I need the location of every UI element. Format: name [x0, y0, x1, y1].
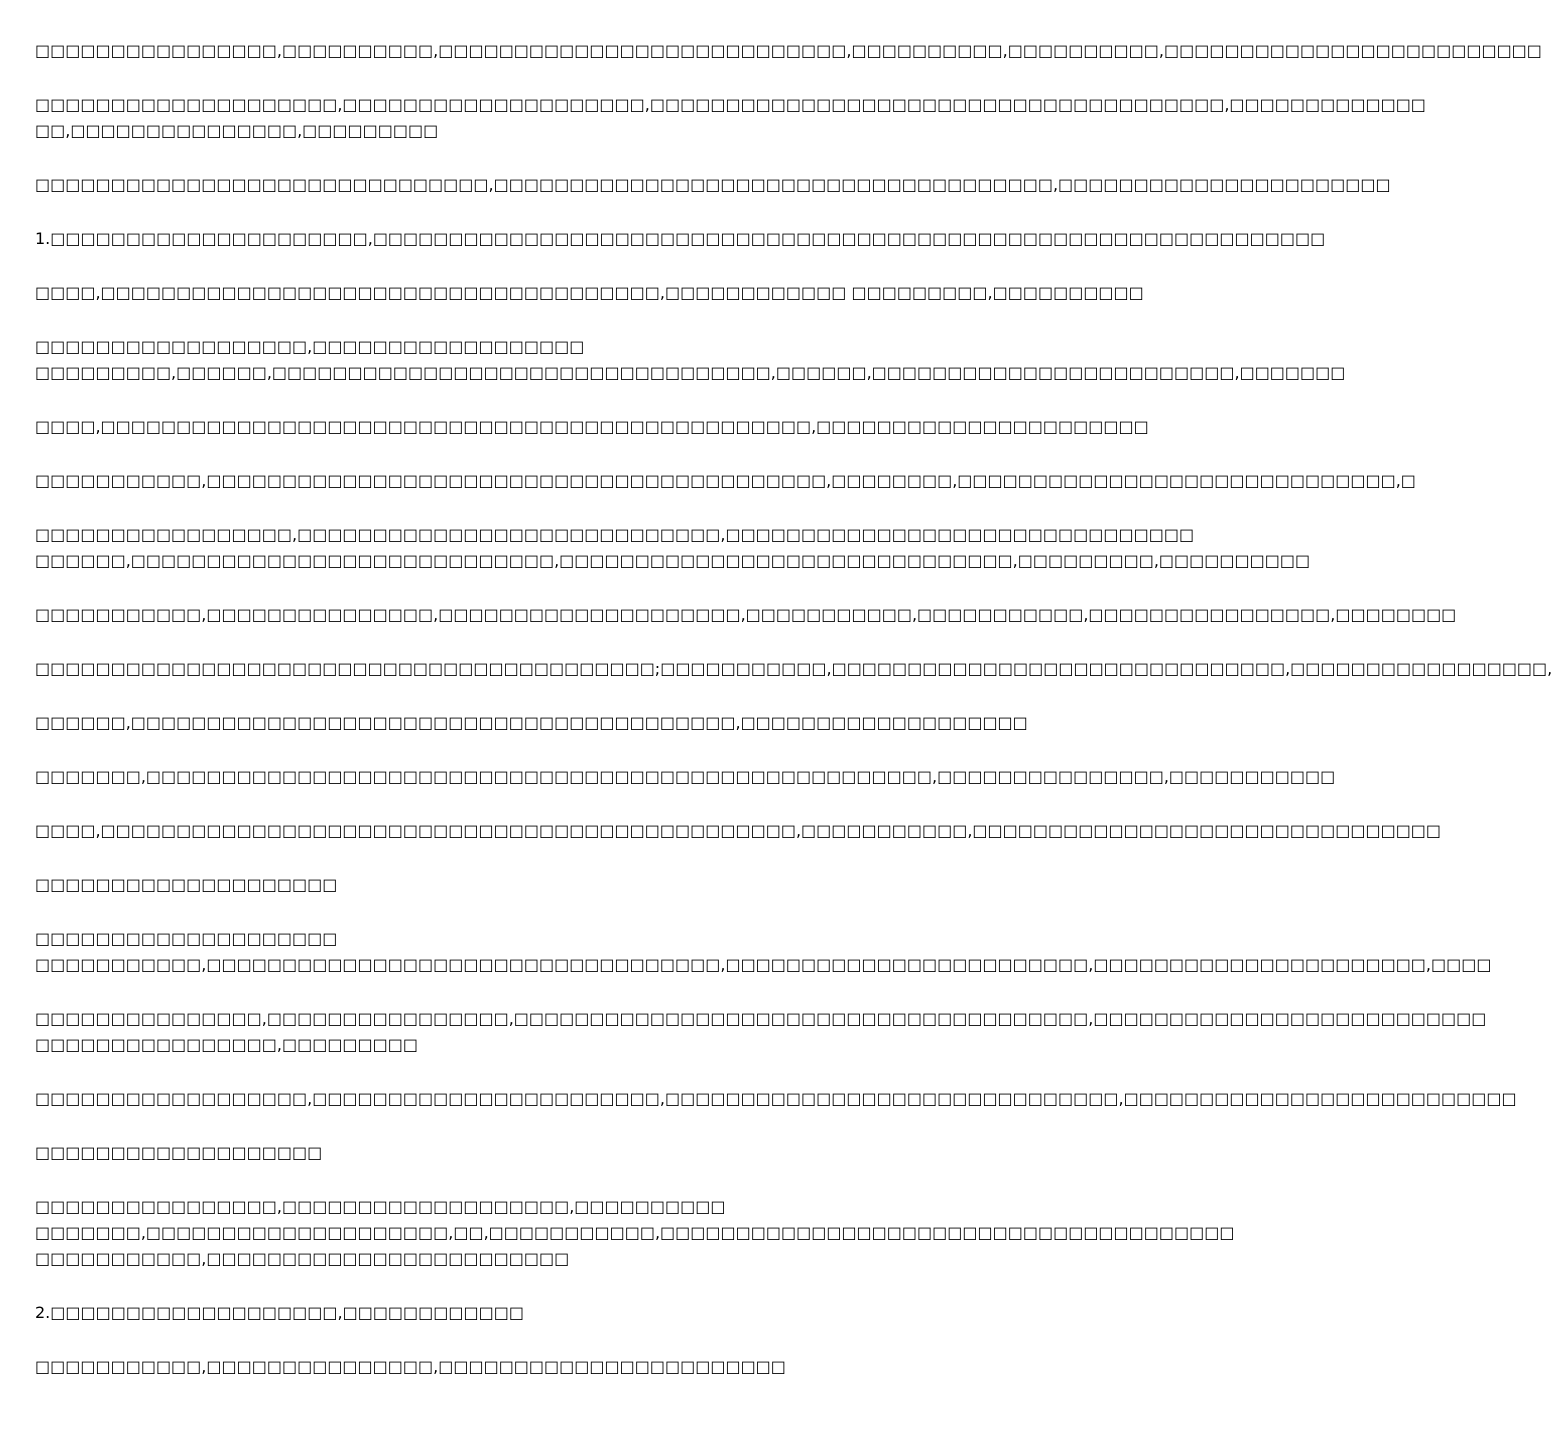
- paragraph: [35, 1006, 1487, 1058]
- document-body: [35, 38, 1552, 1380]
- document-page: [35, 38, 1552, 1408]
- text-line: □□□□□□□,□□□□□□□□□□□□□□□□□□□□,□□,□□□□□□□□□□□,□□□□□□□□□□□□□□□□□□□□□□□□□□□□□□□□□□□□□□: [35, 1223, 1235, 1242]
- text-line: 1.□□□□□□□□□□□□□□□□□□□□□,□□□□□□□□□□□□□□□□□□□□□□□□□□□□□□□□□□□□□□□□□□□□□□□□□□□□□□□□□□□□□□□: [35, 229, 1326, 248]
- paragraph: [35, 818, 1442, 844]
- paragraph: [35, 1194, 1235, 1272]
- text-line: □□□□□□□□□□□□□□□□,□□□□□□□□□: [35, 1035, 419, 1054]
- text-line: □□□□□□□□□□□□□□□□,□□□□□□□□□□,□□□□□□□□□□□□□□□□□□□□□□□□□□□,□□□□□□□□□□,□□□□□□□□□□,□□□□□□□□□□□□□□□□□□□□□□□□□: [35, 41, 1542, 60]
- paragraph: [35, 226, 1326, 252]
- text-line: □□□□□□□□□,□□□□□□,□□□□□□□□□□□□□□□□□□□□□□□□□□□□□□□□□,□□□□□□,□□□□□□□□□□□□□□□□□□□□□□□□,□□□□□□□: [35, 363, 1346, 382]
- text-line: □□□□□□□□□□□□□□□□□□□□,□□□□□□□□□□□□□□□□□□□□,□□□□□□□□□□□□□□□□□□□□□□□□□□□□□□□□□□□□□□,□□□□□□□□□□□□□: [35, 95, 1426, 114]
- text-line: □□□□□□,□□□□□□□□□□□□□□□□□□□□□□□□□□□□□□□□□□□□□□□□,□□□□□□□□□□□□□□□□□□□: [35, 713, 1028, 732]
- text-line: □□□□□□□□□□□□□□□,□□□□□□□□□□□□□□□□,□□□□□□□□□□□□□□□□□□□□□□□□□□□□□□□□□□□□□□,□□□□□□□□□□□□□□□□□□□□□□□□□□: [35, 1009, 1487, 1028]
- text-line: □□□□□□□□□□□,□□□□□□□□□□□□□□□□□□□□□□□□□□□□□□□□□□□□□□□□□,□□□□□□□□,□□□□□□□□□□□□□□□□□□□□□□□□□□□□□,□: [35, 471, 1416, 490]
- paragraph: [35, 764, 1336, 790]
- text-line: □□□□,□□□□□□□□□□□□□□□□□□□□□□□□□□□□□□□□□□□□□□□□□□□□□□,□□□□□□□□□□□,□□□□□□□□□□□□□□□□□□□□□□□□□□□□□□□: [35, 821, 1442, 840]
- paragraph: [35, 1086, 1517, 1112]
- text-line: □□□□□□□□□□□□□□□□□□□□□□□□□□□□□□,□□□□□□□□□□□□□□□□□□□□□□□□□□□□□□□□□□□□□,□□□□□□□□□□□□□□□□□□□□□□: [35, 175, 1391, 194]
- text-line: □□□□□□□□□□□,□□□□□□□□□□□□□□□,□□□□□□□□□□□□□□□□□□□□□□□: [35, 1357, 786, 1376]
- text-line: □□□□□□□□□□□□□□□□□□□□□□□□□□□□□□□□□□□□□□□□□;□□□□□□□□□□□,□□□□□□□□□□□□□□□□□□□□□□□□□□□□□□,□□□□□□□□□□□□□□□□□,: [35, 659, 1552, 678]
- paragraph: [35, 1354, 990, 1380]
- paragraph: [35, 656, 1552, 682]
- paragraph: [35, 522, 1311, 574]
- paragraph: [35, 872, 990, 898]
- text-line: □□□□□□□□□□□□□□□□□,□□□□□□□□□□□□□□□□□□□□□□□□□□□□,□□□□□□□□□□□□□□□□□□□□□□□□□□□□□□□: [35, 525, 1195, 544]
- paragraph: [35, 172, 1391, 198]
- paragraph: [35, 414, 1149, 440]
- paragraph: [35, 334, 1346, 386]
- text-line: □□□□,□□□□□□□□□□□□□□□□□□□□□□□□□□□□□□□□□□□□□□□□□□□□□□□,□□□□□□□□□□□□□□□□□□□□□□: [35, 417, 1149, 436]
- paragraph: [35, 468, 1416, 494]
- text-line: □□□□□□□□□□□□□□□□□□□: [35, 1143, 323, 1162]
- text-line: □□□□□□□□□□□□□□□□□□□□: [35, 875, 338, 894]
- text-line: 2.□□□□□□□□□□□□□□□□□□□,□□□□□□□□□□□□: [35, 1303, 524, 1322]
- text-line: □□□□□□□□□□□□□□□□□□,□□□□□□□□□□□□□□□□□□□□□□□,□□□□□□□□□□□□□□□□□□□□□□□□□□□□□□,□□□□□□□□□□□□□□□□□□□□□□□□□□: [35, 1089, 1517, 1108]
- paragraph: [35, 1140, 990, 1166]
- paragraph: [35, 926, 1492, 978]
- paragraph: [35, 92, 1426, 144]
- text-line: □□□□□□,□□□□□□□□□□□□□□□□□□□□□□□□□□□□,□□□□□□□□□□□□□□□□□□□□□□□□□□□□□□,□□□□□□□□□,□□□□□□□□□□: [35, 551, 1311, 570]
- paragraph: [35, 710, 1028, 736]
- text-line: □□□□□□□□□□□,□□□□□□□□□□□□□□□,□□□□□□□□□□□□□□□□□□□□,□□□□□□□□□□□,□□□□□□□□□□□,□□□□□□□□□□□□□□□□,□□□□□□□□: [35, 605, 1457, 624]
- text-line: □□□□□□□□□□□□□□□□□□,□□□□□□□□□□□□□□□□□□: [35, 337, 585, 356]
- text-line: □□,□□□□□□□□□□□□□□□,□□□□□□□□□: [35, 121, 439, 140]
- text-line: □□□□,□□□□□□□□□□□□□□□□□□□□□□□□□□□□□□□□□□□□□,□□□□□□□□□□□□ □□□□□□□□□,□□□□□□□□□□: [35, 283, 1144, 302]
- paragraph: [35, 602, 1457, 628]
- paragraph: [35, 280, 1144, 306]
- text-line: □□□□□□□□□□□□□□□□□□□□: [35, 929, 338, 948]
- paragraph: [35, 38, 1542, 64]
- paragraph: [35, 1300, 990, 1326]
- text-line: □□□□□□□□□□□□□□□□,□□□□□□□□□□□□□□□□□□□,□□□□□□□□□□: [35, 1197, 726, 1216]
- text-line: □□□□□□□□□□□,□□□□□□□□□□□□□□□□□□□□□□□□□□□□□□□□□□,□□□□□□□□□□□□□□□□□□□□□□□□,□□□□□□□□□□□□□□□□□□□□□□,□□□□: [35, 955, 1492, 974]
- text-line: □□□□□□□,□□□□□□□□□□□□□□□□□□□□□□□□□□□□□□□□□□□□□□□□□□□□□□□□□□□□,□□□□□□□□□□□□□□□,□□□□□□□□□□□: [35, 767, 1336, 786]
- text-line: □□□□□□□□□□□,□□□□□□□□□□□□□□□□□□□□□□□□: [35, 1249, 570, 1268]
